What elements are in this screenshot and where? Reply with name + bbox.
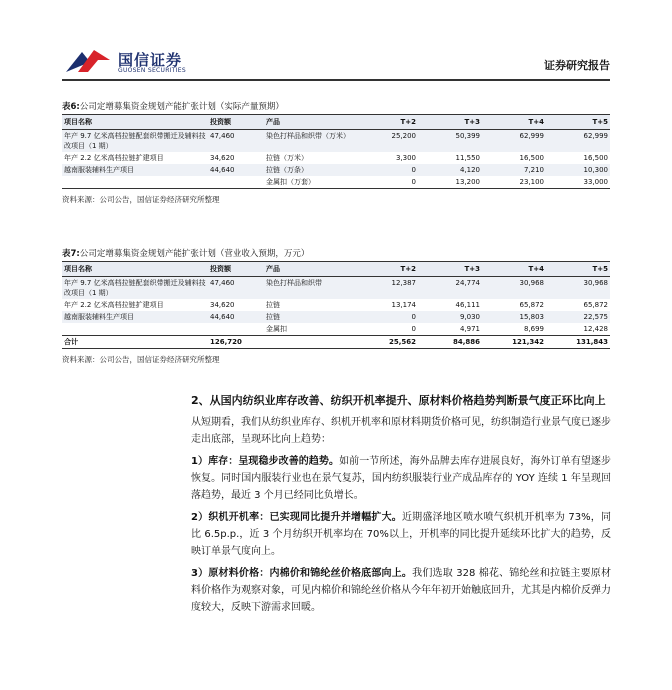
- loom-body: 近期盛泽地区喷水喷气织机开机率为 73%，同比 6.5p.p.，近 3 个月纺织开机率均在 70%以上，开机率的同比提升延续环比扩大的趋势，反映订单景气度向上。: [191, 512, 611, 557]
- cell-project: [62, 176, 208, 189]
- cell-t4: 30,968: [482, 277, 546, 300]
- total-t2: 25,562: [354, 336, 418, 349]
- cell-t3: 46,111: [455, 301, 480, 309]
- cell-t4: 7,210: [482, 164, 546, 176]
- col-header-product: 产品: [266, 265, 280, 273]
- cell-t5: 16,500: [583, 154, 608, 162]
- cell-t4: 62,999: [482, 130, 546, 153]
- col-header-investment: 投资额: [210, 118, 231, 126]
- cell-investment: 47,460: [208, 277, 264, 300]
- table-row: [62, 277, 610, 300]
- inventory-paragraph: [191, 453, 611, 504]
- table6-title-text: 公司定增募集资金规划产能扩张计划（实际产量预期）: [79, 102, 284, 112]
- cell-product: 拉链（万米）: [266, 154, 308, 162]
- cell-investment: 47,460: [208, 130, 264, 153]
- total-t3: 84,886: [418, 336, 482, 349]
- col-header-t4: T+4: [528, 265, 544, 273]
- section-heading: 2、从国内纺织业库存改善、纺织开机率提升、原材料价格趋势判断景气度正环比向上: [191, 394, 606, 407]
- table7-number: 表7:: [62, 249, 80, 259]
- total-t5: 131,843: [546, 336, 610, 349]
- table7-title: [62, 248, 610, 261]
- cell-project: 越南服装辅料生产项目: [62, 311, 208, 323]
- col-header-investment: 投资额: [210, 265, 231, 273]
- cell-t3: 4,971: [459, 325, 480, 333]
- col-header-t5: T+5: [592, 118, 608, 126]
- cell-t2: 3,300: [395, 154, 416, 162]
- cell-t5: 30,968: [546, 277, 610, 300]
- table-row: [62, 152, 610, 164]
- cell-product: 拉链: [264, 311, 354, 323]
- analysis-section: [191, 392, 611, 616]
- material-paragraph: [191, 565, 611, 616]
- table6-source: 资料来源：公司公告，国信证券经济研究所整理: [62, 195, 220, 204]
- cell-t5: 62,999: [546, 130, 610, 153]
- cell-t4: 8,699: [523, 325, 544, 333]
- col-header-t4: T+4: [528, 118, 544, 126]
- total-label: 合计: [62, 336, 208, 349]
- cell-t5: 10,300: [546, 164, 610, 176]
- page-header: [0, 0, 672, 90]
- col-header-t5: T+5: [592, 265, 608, 273]
- brand-name-cn: 国信证券: [118, 51, 183, 69]
- cell-t5: 12,428: [583, 325, 608, 333]
- cell-t5: 65,872: [583, 301, 608, 309]
- cell-investment: [208, 176, 264, 189]
- material-lead: 3）原材料价格：内棉价和锦纶丝价格底部向上。: [191, 568, 413, 579]
- table7-total-row: [62, 336, 610, 349]
- col-header-t2: T+2: [400, 265, 416, 273]
- cell-t4: 15,803: [482, 311, 546, 323]
- col-header-product: 产品: [266, 118, 280, 126]
- table7-block: [62, 248, 610, 365]
- table-row: [62, 130, 610, 153]
- report-type-label: 证券研究报告: [544, 59, 610, 72]
- total-product: [264, 336, 354, 349]
- material-body: 我们选取 328 棉花、锦纶丝和拉链主要原材料价格作为观察对象，可见内棉价和锦纶丝价格从今年年初开始触底回升，尤其是内棉价反弹力度较大，反映下游需求回暖。: [191, 568, 611, 613]
- cell-investment: 34,620: [210, 301, 235, 309]
- header-divider: [62, 79, 610, 81]
- table7: [62, 261, 610, 349]
- cell-t2: 0: [354, 311, 418, 323]
- col-header-t3: T+3: [464, 118, 480, 126]
- col-header-t3: T+3: [464, 265, 480, 273]
- guosen-logo-icon: [64, 46, 112, 74]
- table6-header-row: [62, 115, 610, 130]
- total-investment: 126,720: [208, 336, 264, 349]
- inventory-lead: 1）库存：呈现稳步改善的趋势。: [191, 456, 340, 467]
- col-header-project: 项目名称: [64, 265, 92, 273]
- table6-number: 表6:: [62, 102, 80, 112]
- cell-investment: 34,620: [210, 154, 235, 162]
- cell-t3: 4,120: [418, 164, 482, 176]
- cell-investment: [208, 323, 264, 336]
- table6-title: [62, 101, 610, 114]
- cell-project: 年产 9.7 亿米高档拉链配套织带搬迁及辅料技改项目（1 期）: [62, 130, 208, 153]
- cell-t4: 16,500: [519, 154, 544, 162]
- intro-paragraph: 从短期看，我们从纺织业库存、织机开机率和原材料期货价格可见，纺织制造行业景气度已逐步走出底部，呈现环比向上趋势：: [191, 417, 611, 445]
- loom-paragraph: [191, 509, 611, 560]
- cell-t2: 0: [354, 164, 418, 176]
- cell-product: 拉链: [266, 301, 280, 309]
- cell-project: 越南服装辅料生产项目: [62, 164, 208, 176]
- cell-product: 金属扣（万套）: [264, 176, 354, 189]
- table-row: [62, 299, 610, 311]
- cell-t2: 25,200: [354, 130, 418, 153]
- cell-project: 年产 2.2 亿米高档拉链扩建项目: [64, 154, 164, 162]
- loom-lead: 2）织机开机率：已实现同比提升并增幅扩大。: [191, 512, 402, 523]
- cell-t3: 9,030: [418, 311, 482, 323]
- table7-source: 资料来源：公司公告，国信证券经济研究所整理: [62, 355, 220, 364]
- cell-t5: 33,000: [546, 176, 610, 189]
- cell-t2: 13,174: [391, 301, 416, 309]
- col-header-project: 项目名称: [64, 118, 92, 126]
- table-row: [62, 311, 610, 323]
- table-row: [62, 176, 610, 189]
- cell-t2: 0: [411, 325, 416, 333]
- inventory-body: 如前一节所述，海外品牌去库存进展良好，海外订单有望逐步恢复。同时国内服装行业也在景气复苏，国内纺织服装行业产成品库存的 YOY 连续 1 年呈现回落趋势，最近 3 个月已经同比负增长。: [191, 456, 612, 501]
- table-row: [62, 164, 610, 176]
- cell-project: 年产 2.2 亿米高档拉链扩建项目: [64, 301, 164, 309]
- cell-t2: 0: [354, 176, 418, 189]
- cell-t3: 50,399: [418, 130, 482, 153]
- cell-t4: 65,872: [519, 301, 544, 309]
- total-t4: 121,342: [482, 336, 546, 349]
- table6: [62, 114, 610, 189]
- cell-product: 拉链（万条）: [264, 164, 354, 176]
- cell-t3: 11,550: [455, 154, 480, 162]
- table6-block: [62, 101, 610, 205]
- cell-investment: 44,640: [208, 164, 264, 176]
- table-row: [62, 323, 610, 336]
- table7-title-text: 公司定增募集资金规划产能扩张计划（营业收入预期，万元）: [79, 249, 310, 259]
- cell-t5: 22,575: [546, 311, 610, 323]
- cell-t2: 12,387: [354, 277, 418, 300]
- cell-project: 年产 9.7 亿米高档拉链配套织带搬迁及辅料技改项目（1 期）: [62, 277, 208, 300]
- cell-project: [62, 323, 208, 336]
- brand-name-en: GUOSEN SECURITIES: [118, 67, 187, 74]
- cell-investment: 44,640: [208, 311, 264, 323]
- cell-t3: 24,774: [418, 277, 482, 300]
- cell-product: 染色打样品和织带（万米）: [264, 130, 354, 153]
- table7-header-row: [62, 262, 610, 277]
- cell-t4: 23,100: [482, 176, 546, 189]
- cell-product: 染色打样品和织带: [264, 277, 354, 300]
- cell-product: 金属扣: [266, 325, 287, 333]
- cell-t3: 13,200: [418, 176, 482, 189]
- col-header-t2: T+2: [400, 118, 416, 126]
